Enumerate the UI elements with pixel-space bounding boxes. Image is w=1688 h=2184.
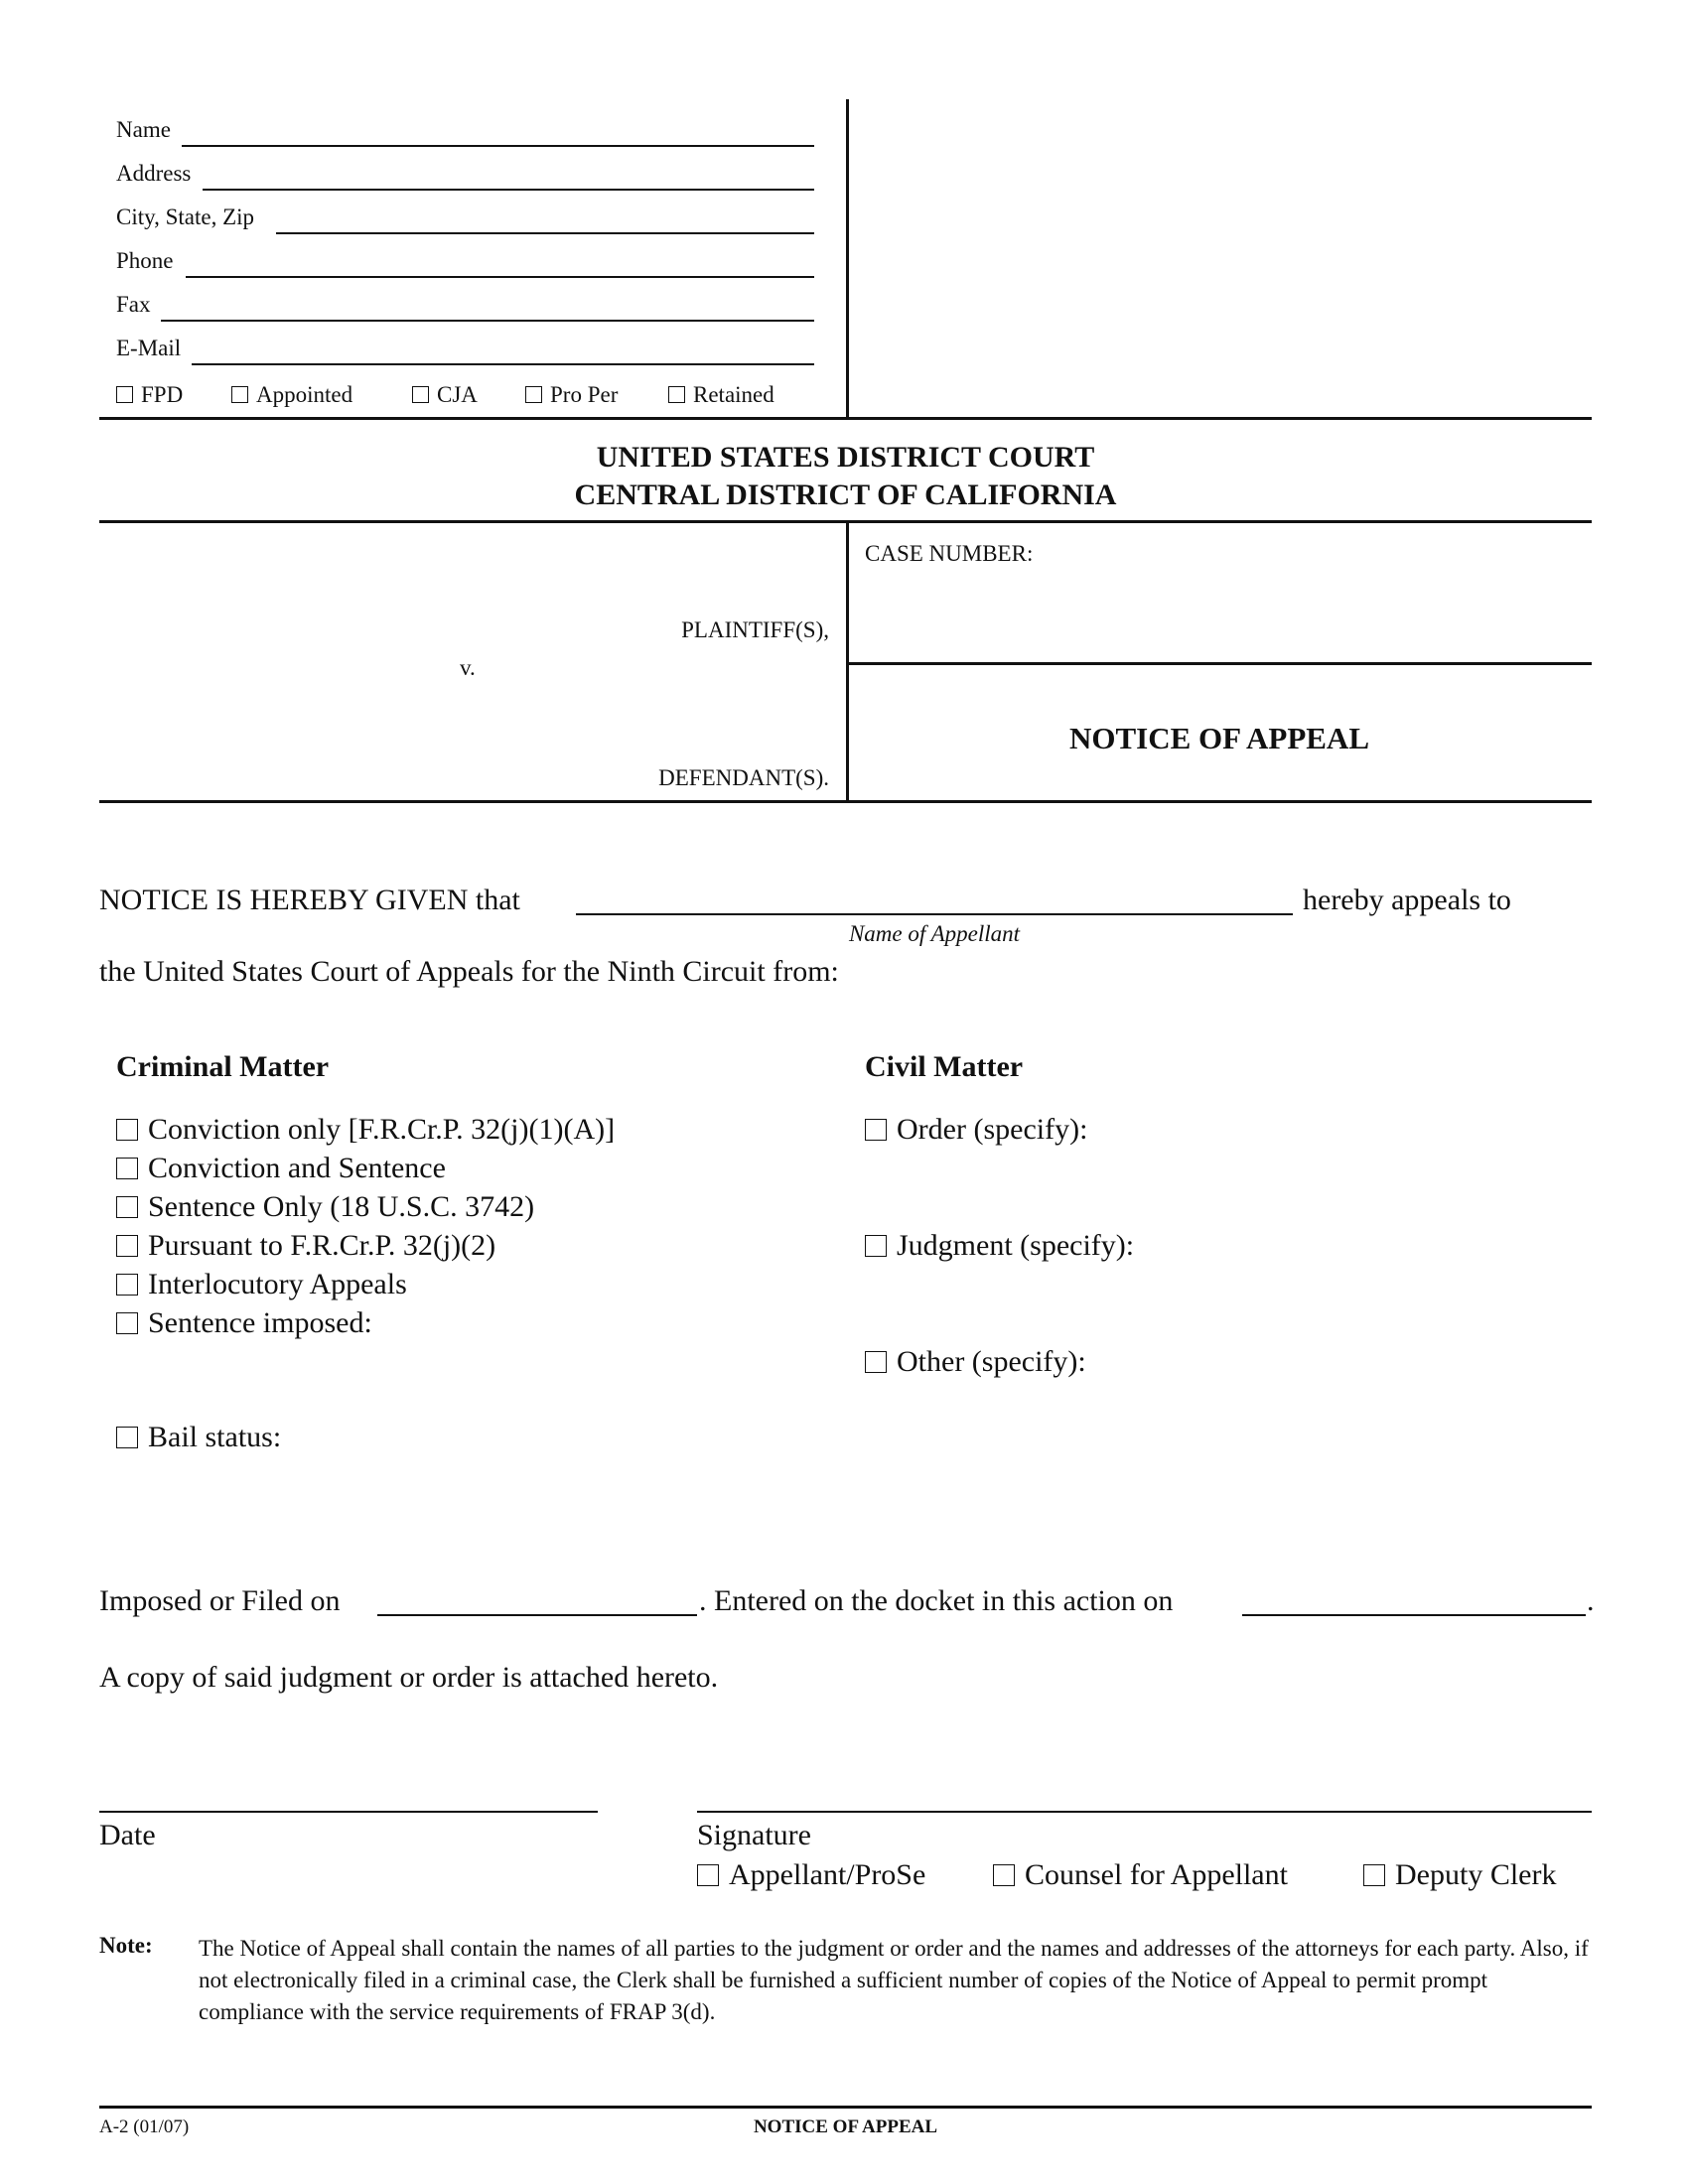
checkbox[interactable] [116, 1158, 138, 1179]
type-option-pro-per[interactable]: Pro Per [525, 382, 618, 408]
checkbox[interactable] [116, 1235, 138, 1257]
end-period: . [1587, 1584, 1595, 1617]
court-title-line-1: UNITED STATES DISTRICT COURT [596, 441, 1095, 474]
type-option-cja[interactable]: CJA [412, 382, 478, 408]
rule [99, 2106, 1592, 2109]
header-divider [846, 99, 849, 419]
checkbox[interactable] [865, 1351, 887, 1373]
type-option-fpd[interactable]: FPD [116, 382, 183, 408]
date-label: Date [99, 1819, 156, 1851]
criminal-option-sentence-imposed[interactable]: Sentence imposed: [116, 1306, 372, 1340]
email-label: E-Mail [116, 336, 182, 360]
checkbox[interactable] [231, 386, 248, 403]
rule [99, 800, 1592, 803]
court-title [99, 439, 1592, 514]
signature-label: Signature [697, 1819, 811, 1851]
civil-option-other[interactable]: Other (specify): [865, 1345, 1086, 1379]
criminal-option-bail-status[interactable]: Bail status: [116, 1421, 281, 1454]
rule [847, 662, 1592, 665]
name-label: Name [116, 117, 171, 142]
defendant-label: DEFENDANT(S). [658, 765, 829, 790]
criminal-option-conviction-only[interactable]: Conviction only [F.R.Cr.P. 32(j)(1)(A)] [116, 1113, 615, 1147]
civil-option-judgment[interactable]: Judgment (specify): [865, 1229, 1134, 1263]
note-text: The Notice of Appeal shall contain the names of all parties to the judgment or order and the names and addresses of the attorneys for each party. Also, if not electronically filed in a criminal case, the Clerk shall be furnished a sufficient number of copies of the Notice of Appeal to permit prompt compliance with the service requirements of FRAP 3(d). [199, 1936, 1589, 2024]
checkbox[interactable] [116, 1427, 138, 1448]
notice-trail: hereby appeals to [1303, 884, 1511, 916]
checkbox[interactable] [525, 386, 542, 403]
checkbox[interactable] [116, 1196, 138, 1218]
fax-field[interactable] [161, 288, 814, 322]
checkbox[interactable] [116, 1274, 138, 1296]
criminal-matter-heading: Criminal Matter [116, 1050, 330, 1083]
document-title: NOTICE OF APPEAL [1069, 721, 1369, 755]
checkbox[interactable] [865, 1119, 887, 1141]
phone-label: Phone [116, 248, 174, 273]
checkbox[interactable] [116, 1119, 138, 1141]
criminal-option-sentence-only[interactable]: Sentence Only (18 U.S.C. 3742) [116, 1190, 534, 1224]
role-option-deputy-clerk[interactable]: Deputy Clerk [1363, 1858, 1556, 1892]
type-option-appointed[interactable]: Appointed [231, 382, 352, 408]
role-option-appellant-prose[interactable]: Appellant/ProSe [697, 1858, 925, 1892]
address-field[interactable] [203, 157, 814, 191]
criminal-option-conviction-and-sentence[interactable]: Conviction and Sentence [116, 1152, 446, 1185]
imposed-filed-label: Imposed or Filed on [99, 1584, 341, 1617]
appellant-caption: Name of Appellant [848, 921, 1021, 946]
imposed-filed-date-field[interactable] [377, 1580, 697, 1616]
checkbox[interactable] [116, 1312, 138, 1334]
notice-lead: NOTICE IS HEREBY GIVEN that [99, 884, 520, 916]
checkbox[interactable] [1363, 1864, 1385, 1886]
criminal-option-pursuant[interactable]: Pursuant to F.R.Cr.P. 32(j)(2) [116, 1229, 495, 1263]
city-state-zip-label: City, State, Zip [116, 205, 255, 229]
checkbox[interactable] [412, 386, 429, 403]
city-state-zip-field[interactable] [276, 201, 814, 234]
case-number-field[interactable] [865, 576, 1560, 621]
name-field[interactable] [182, 113, 814, 147]
checkbox[interactable] [697, 1864, 719, 1886]
copy-statement: A copy of said judgment or order is attached hereto. [99, 1661, 719, 1694]
type-option-retained[interactable]: Retained [668, 382, 774, 408]
notice-line-2: the United States Court of Appeals for the Ninth Circuit from: [99, 955, 839, 988]
checkbox[interactable] [668, 386, 685, 403]
criminal-option-interlocutory[interactable]: Interlocutory Appeals [116, 1268, 407, 1301]
role-option-counsel[interactable]: Counsel for Appellant [993, 1858, 1288, 1892]
checkbox[interactable] [993, 1864, 1015, 1886]
email-field[interactable] [192, 332, 814, 365]
court-title-line-2: CENTRAL DISTRICT OF CALIFORNIA [574, 478, 1117, 511]
address-label: Address [116, 161, 192, 186]
fax-label: Fax [116, 292, 151, 317]
plaintiff-label: PLAINTIFF(S), [681, 617, 829, 642]
versus-label: v. [460, 655, 476, 680]
checkbox[interactable] [865, 1235, 887, 1257]
phone-field[interactable] [186, 244, 814, 278]
case-number-label: CASE NUMBER: [865, 541, 1034, 566]
note-label: Note: [99, 1933, 153, 1958]
form-id: A-2 (01/07) [99, 2116, 190, 2137]
footer-title: NOTICE OF APPEAL [753, 2116, 938, 2137]
entered-docket-date-field[interactable] [1242, 1580, 1586, 1616]
date-field[interactable] [99, 1777, 598, 1813]
civil-option-order[interactable]: Order (specify): [865, 1113, 1087, 1147]
rule [99, 417, 1592, 420]
entered-docket-label: . Entered on the docket in this action on [699, 1584, 1174, 1617]
appellant-name-field[interactable] [576, 880, 1293, 915]
checkbox[interactable] [116, 386, 133, 403]
signature-field[interactable] [697, 1777, 1592, 1813]
civil-matter-heading: Civil Matter [865, 1050, 1024, 1083]
